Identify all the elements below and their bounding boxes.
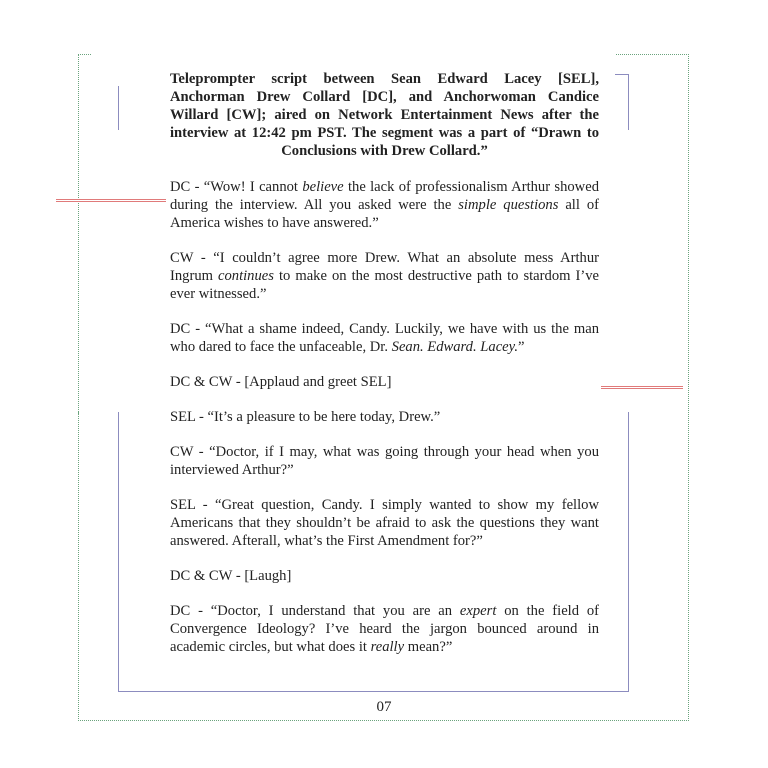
script-line-dc-cw-laugh: DC & CW - [Laugh] — [170, 568, 292, 584]
inner-frame-top-right-corner — [615, 74, 629, 75]
inner-frame-left-lower — [118, 412, 119, 692]
script-line-dc-3: DC - “Doctor, I understand that you are an expert on the field of Convergence Ideology? I’ve heard the jargon bounced around in academic circles, but what does it really mean?” — [170, 603, 600, 655]
page-number: 07 — [376, 699, 392, 715]
script-line-dc-2: DC - “What a shame indeed, Candy. Luckily, we have with us the man who dared to face the unfaceable, Dr. Sean. Edward. Lacey.” — [170, 321, 599, 355]
red-guide-line-left — [56, 199, 166, 202]
teleprompter-script — [170, 70, 599, 673]
inner-frame-right-upper — [628, 74, 629, 130]
red-guide-line-right — [601, 386, 683, 389]
page-frame-left-lower — [78, 412, 79, 721]
script-line-dc-1: DC - “Wow! I cannot believe the lack of professionalism Arthur showed during the interview. All you asked were the simple questions all of America wishes to have answered.” — [170, 179, 599, 231]
script-line-sel-1: SEL - “It’s a pleasure to be here today, Drew.” — [170, 409, 441, 425]
script-heading: Teleprompter script between Sean Edward Lacey [SEL], Anchorman Drew Collard [DC], and Anchorwoman Candice Willard [CW]; aired on Network Entertainment News after the interview at 12:42 pm PST. The segment was a part of “Drawn to Conclusions with Drew Collard.” — [170, 71, 599, 159]
inner-frame-bottom — [118, 691, 629, 692]
script-line-cw-2: CW - “Doctor, if I may, what was going through your head when you interviewed Arthur?” — [170, 444, 599, 478]
page-frame-left-upper — [78, 54, 79, 414]
page-frame-top-right — [616, 54, 689, 55]
page-frame-top-left — [78, 54, 91, 55]
script-line-cw-1: CW - “I couldn’t agree more Drew. What an absolute mess Arthur Ingrum continues to make on the most destructive path to stardom I’ve ever witnessed.” — [170, 250, 599, 302]
page-frame-right — [688, 54, 689, 721]
inner-frame-left-upper — [118, 86, 119, 130]
script-line-sel-2: SEL - “Great question, Candy. I simply wanted to show my fellow Americans that they shouldn’t be afraid to ask the questions they want answered. Afterall, what’s the First Amendment for?” — [170, 497, 599, 549]
page-frame-bottom — [78, 720, 689, 721]
script-line-dc-cw-applaud: DC & CW - [Applaud and greet SEL] — [170, 374, 392, 390]
inner-frame-right-lower — [628, 412, 629, 692]
